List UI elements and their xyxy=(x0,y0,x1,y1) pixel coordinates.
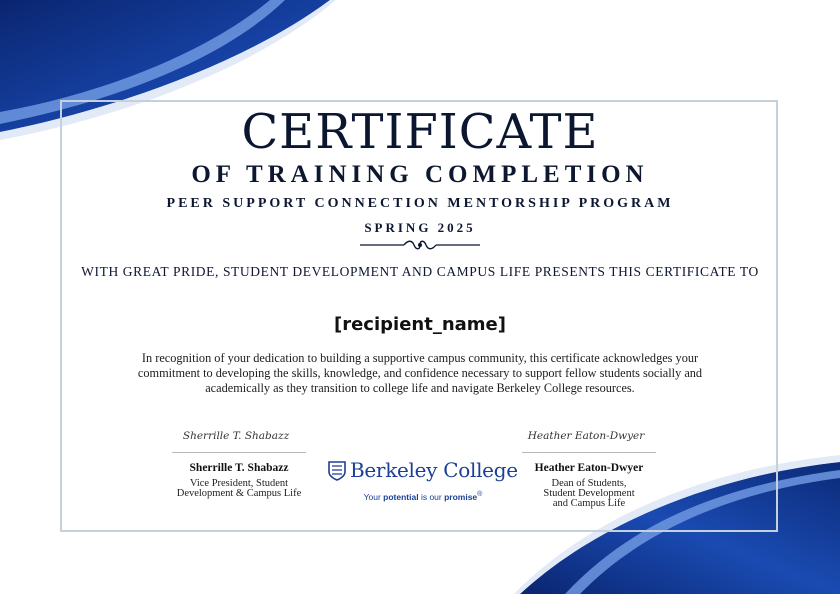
tagline-registered-mark: ® xyxy=(477,490,483,498)
shield-icon xyxy=(328,461,346,481)
left-signature: Sherrille T. Shabazz xyxy=(182,430,290,442)
left-signature-line xyxy=(172,452,306,453)
recipient-name: [recipient_name] xyxy=(334,314,506,335)
tagline-promise: promise xyxy=(444,491,478,502)
tagline-potential: potential xyxy=(383,491,419,502)
presentation-line: WITH GREAT PRIDE, STUDENT DEVELOPMENT AND CAMPUS LIFE PRESENTS THIS CERTIFICATE TO xyxy=(81,264,759,279)
left-signer-title-line1: Vice President, Student xyxy=(189,478,289,489)
berkeley-college-logo xyxy=(328,458,520,486)
tagline-prefix: Your xyxy=(363,491,384,502)
logo-wordmark: Berkeley College xyxy=(350,458,518,482)
right-signature-line xyxy=(522,452,656,453)
certificate-title: CERTIFICATE xyxy=(241,104,599,160)
certificate-subtitle: OF TRAINING COMPLETION xyxy=(191,161,649,188)
certificate-body-text: In recognition of your dedication to building a supportive campus community, this certificate acknowledges your commitment to developing the skills, knowledge, and confidence necessary to support fellow students socially and academically as they transition to college life and navigate Berkeley College resources. xyxy=(137,351,703,395)
right-signer-title-line1: Dean of Students, xyxy=(551,478,627,489)
tagline-mid: is our xyxy=(418,491,445,502)
right-signer-title-line2: Student Development xyxy=(543,488,635,499)
logo-tagline xyxy=(330,490,516,502)
left-signer-title-line2: Development & Campus Life xyxy=(176,488,302,499)
right-signature: Heather Eaton-Dwyer xyxy=(527,430,645,442)
term-label: SPRING 2025 xyxy=(364,220,476,235)
program-name: PEER SUPPORT CONNECTION MENTORSHIP PROGRAM xyxy=(166,196,674,211)
ornament-divider-icon xyxy=(360,238,480,252)
right-signer-title-line3: and Campus Life xyxy=(552,498,626,509)
left-signer-name: Sherrille T. Shabazz xyxy=(189,462,289,474)
right-signer-name: Heather Eaton-Dwyer xyxy=(534,462,644,474)
